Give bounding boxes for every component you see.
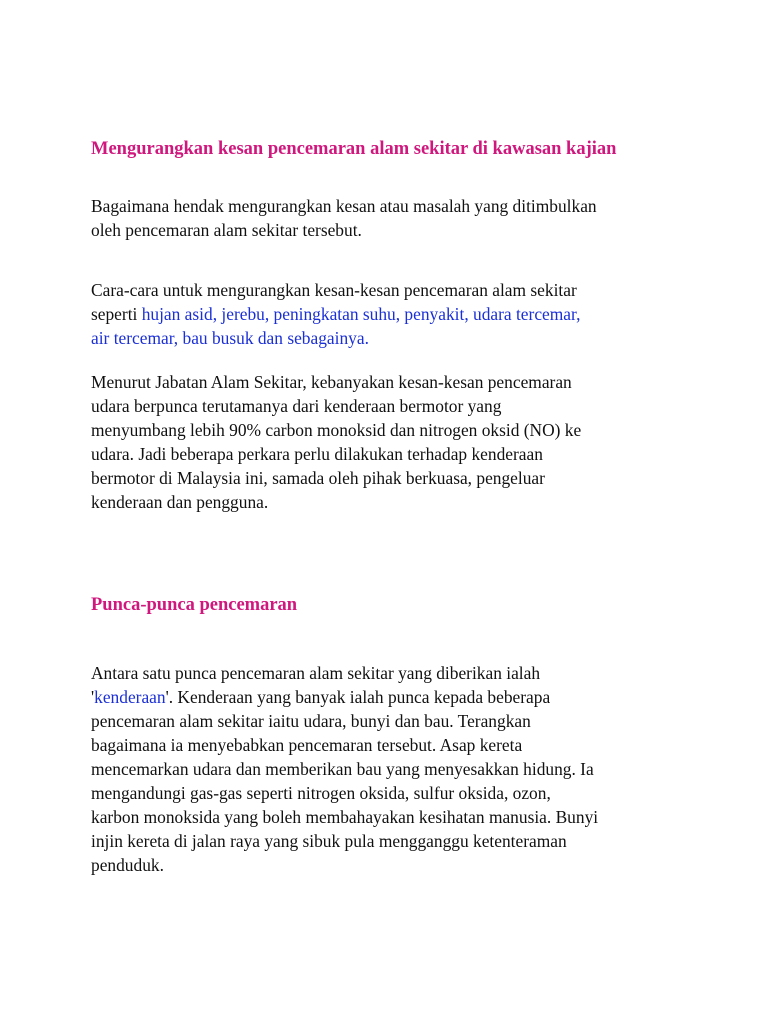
text-line (91, 302, 681, 326)
section1-paragraph-2 (91, 278, 681, 350)
text-line: bermotor di Malaysia ini, samada oleh pihak berkuasa, pengeluar (91, 468, 545, 488)
text-line: Bagaimana hendak mengurangkan kesan atau masalah yang ditimbulkan (91, 196, 597, 216)
text-line: pencemaran alam sekitar iaitu udara, bunyi dan bau. Terangkan (91, 711, 531, 731)
text-plain: seperti (91, 304, 142, 324)
highlighted-text: air tercemar, bau busuk dan sebagainya. (91, 328, 369, 348)
text-line (91, 685, 681, 709)
text-line: Cara-cara untuk mengurangkan kesan-kesan pencemaran alam sekitar (91, 280, 577, 300)
text-line: oleh pencemaran alam sekitar tersebut. (91, 220, 362, 240)
text-line: karbon monoksida yang boleh membahayakan kesihatan manusia. Bunyi (91, 807, 599, 827)
text-line: injin kereta di jalan raya yang sibuk pula mengganggu ketenteraman (91, 831, 567, 851)
text-plain: ' (91, 687, 95, 707)
text-line: penduduk. (91, 855, 164, 875)
text-line: bagaimana ia menyebabkan pencemaran tersebut. Asap kereta (91, 735, 523, 755)
text-line: menyumbang lebih 90% carbon monoksid dan nitrogen oksid (NO) ke (91, 420, 582, 440)
section2-heading: Punca-punca pencemaran (91, 595, 298, 615)
section2-paragraph-1 (91, 661, 681, 877)
text-plain: '. Kenderaan yang banyak ialah punca kepada beberapa (165, 687, 551, 707)
text-line: mengandungi gas-gas seperti nitrogen oksida, sulfur oksida, ozon, (91, 783, 551, 803)
text-line: mencemarkan udara dan memberikan bau yang menyesakkan hidung. Ia (91, 759, 594, 779)
text-line: Antara satu punca pencemaran alam sekitar yang diberikan ialah (91, 663, 541, 683)
highlighted-link[interactable]: kenderaan (94, 687, 166, 707)
section1-heading: Mengurangkan kesan pencemaran alam sekitar di kawasan kajian (91, 139, 617, 159)
section1-paragraph-1 (91, 194, 681, 242)
text-line: kenderaan dan pengguna. (91, 492, 269, 512)
highlighted-text: hujan asid, jerebu, peningkatan suhu, penyakit, udara tercemar, (141, 304, 581, 324)
text-line: Menurut Jabatan Alam Sekitar, kebanyakan kesan-kesan pencemaran (91, 372, 572, 392)
text-line: udara berpunca terutamanya dari kenderaan bermotor yang (91, 396, 502, 416)
text-line: udara. Jadi beberapa perkara perlu dilakukan terhadap kenderaan (91, 444, 543, 464)
section1-paragraph-3 (91, 370, 681, 514)
